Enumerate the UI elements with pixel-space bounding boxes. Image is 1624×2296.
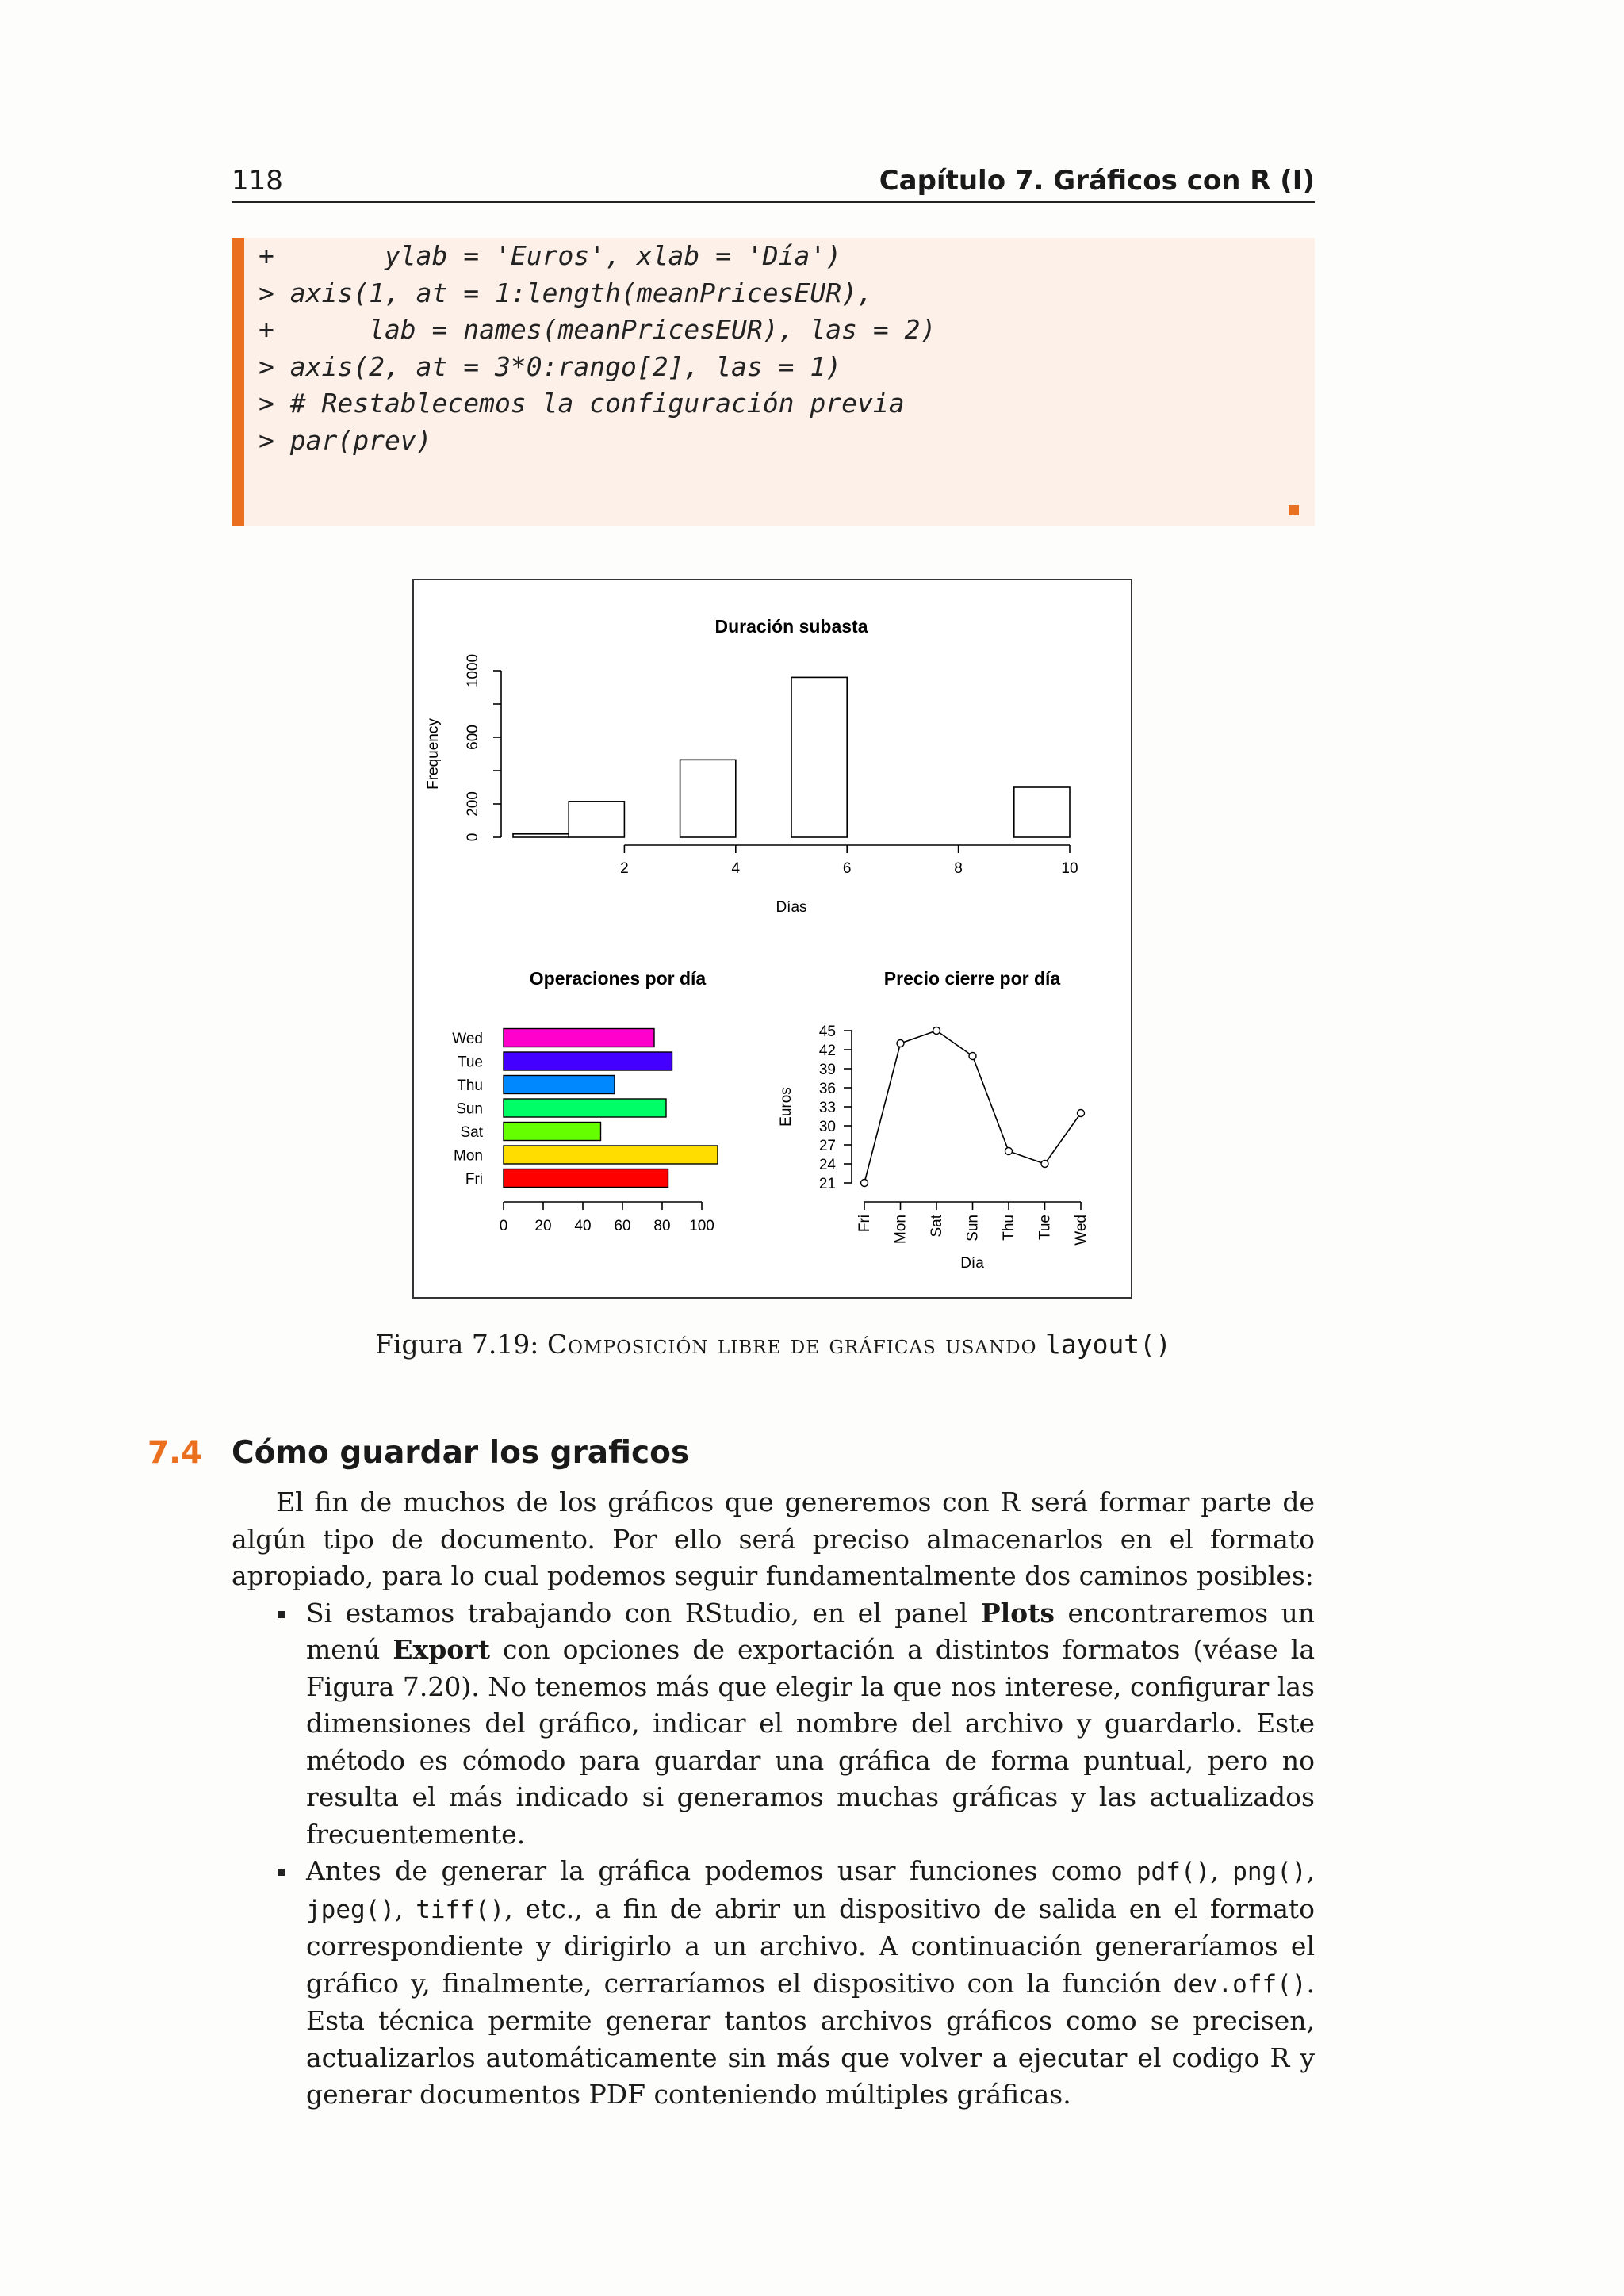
bullet-item-device-functions: Antes de generar la gráfica podemos usar funciones como pdf(), png(), jpeg(), tiff(), etc., a fin de abrir un dispositivo de salida en el formato correspondiente y dirigirlo a un archivo. A continuación generaríamos el gráfico y, finalmente, cerraríamos el dispositivo con la función dev.off(). Esta técnica permite generar tantos archivos gráficos como se precisen, actualizarlos automáticamente sin más que volver a ejecutar el codigo R y generar documentos PDF conteniendo múltiples gráficas.	[232, 1853, 1315, 2114]
code-accent-bar	[232, 238, 244, 526]
line-chart-y-tick-label: 33	[818, 1100, 836, 1116]
line-chart-y-tick-label: 30	[818, 1119, 836, 1135]
figure-frame	[412, 579, 1132, 1299]
barplot-x-tick-label: 40	[574, 1218, 592, 1234]
page-header	[232, 159, 1315, 203]
code-line: > # Restablecemos la configuración previa	[259, 388, 905, 419]
barplot-x-tick-label: 0	[499, 1218, 508, 1234]
line-chart-y-tick-label: 24	[818, 1157, 836, 1173]
bullet-text: Esta técnica permite generar tantos archivos gráficos como se precisen, actualizarlos automáticamente sin más que volver a ejecutar el codigo R y generar documentos PDF conteniendo múltiples gráficas.	[306, 2005, 1315, 2110]
code-line: + ylab = 'Euros', xlab = 'Día')	[259, 240, 842, 271]
histogram-x-tick-label: 8	[954, 860, 963, 877]
line-chart-point	[897, 1040, 904, 1047]
barplot-bar	[504, 1169, 668, 1188]
barplot-category-label: Fri	[465, 1171, 483, 1188]
figure-number: Figura 7.19:	[375, 1329, 539, 1360]
line-chart-point	[1005, 1148, 1013, 1155]
barplot-category-label: Tue	[457, 1054, 483, 1071]
line-chart-y-tick-label: 36	[818, 1081, 836, 1097]
code-line: > axis(2, at = 3*0:rango[2], las = 1)	[259, 350, 842, 382]
bullet-text: con opciones de exportación a distintos formatos (véase la Figura 7.20). No tenemos más que elegir la que nos interese, configurar las dimensiones del gráfico, indicar el nombre del archivo y guardarlo. Este método es cómodo para guardar una gráfica de forma puntual, pero no resulta el más indicado si generamos muchas gráficas y las actualizados frecuentemente.	[306, 1634, 1315, 1850]
histogram-y-tick-label: 200	[465, 791, 481, 817]
code-tiff: tiff()	[416, 1895, 505, 1924]
line-chart-x-tick-label: Thu	[1001, 1215, 1017, 1241]
barplot-x-tick-label: 80	[653, 1218, 671, 1234]
bullet-text: encontraremos un menú	[306, 1597, 1316, 1665]
barplot-title: Operaciones por día	[529, 968, 707, 989]
barplot-bar	[504, 1123, 601, 1141]
histogram-bar	[513, 834, 569, 837]
section-title: Cómo guardar los graficos	[232, 1435, 690, 1471]
line-chart-title: Precio cierre por día	[883, 968, 1061, 989]
histogram-title: Duración subasta	[714, 616, 868, 637]
histogram-bar	[791, 677, 847, 837]
barplot-bar	[504, 1146, 718, 1164]
histogram-x-tick-label: 6	[842, 860, 852, 877]
bold-term-plots: Plots	[980, 1597, 1055, 1628]
section-number: 7.4	[147, 1435, 203, 1471]
barplot-category-label: Mon	[454, 1147, 483, 1165]
line-chart-y-tick-label: 21	[818, 1176, 836, 1192]
bullet-text: etc., a fin de abrir un dispositivo de salida en el formato correspondiente y dirigirlo a un archivo. A continuación generaríamos el gráfico y, finalmente, cerraríamos el dispositivo con la función	[306, 1892, 1315, 1999]
bullet-item-rstudio-export	[232, 1595, 1315, 1854]
histogram-y-label: Frequency	[425, 718, 442, 790]
barplot-bar	[504, 1052, 672, 1070]
line-chart-point	[1041, 1161, 1048, 1168]
histogram-y-tick-label: 1000	[465, 653, 481, 688]
figure-svg	[414, 580, 1134, 1300]
barplot-category-label: Wed	[452, 1031, 483, 1047]
barplot-bar	[504, 1099, 666, 1117]
code-dev-off: dev.off()	[1173, 1969, 1307, 1999]
body-text	[232, 1484, 1315, 2114]
line-chart-y-tick-label: 45	[818, 1024, 836, 1040]
code-block	[232, 238, 1315, 526]
line-chart-point	[861, 1180, 868, 1187]
line-chart-y-tick-label: 39	[818, 1062, 836, 1078]
line-chart-y-tick-label: 27	[818, 1138, 836, 1154]
running-head: Capítulo 7. Gráficos con R (I)	[879, 165, 1315, 197]
end-of-example-marker	[1289, 505, 1299, 515]
barplot-category-label: Thu	[457, 1077, 483, 1094]
histogram-bar	[569, 802, 624, 837]
barplot-category-label: Sun	[456, 1100, 483, 1118]
histogram-bar	[1014, 787, 1070, 837]
histogram-x-tick-label: 4	[731, 860, 741, 877]
line-chart-x-tick-label: Sat	[929, 1215, 945, 1238]
bold-term-export: Export	[393, 1634, 490, 1665]
line-chart-x-tick-label: Tue	[1036, 1215, 1054, 1241]
barplot-x-tick-label: 20	[534, 1218, 552, 1234]
barplot-bar	[504, 1029, 654, 1047]
code-lines	[259, 238, 936, 459]
figure-caption-code: layout()	[1044, 1329, 1171, 1360]
line-chart-point	[1078, 1110, 1085, 1117]
barplot-x-tick-label: 100	[689, 1218, 714, 1234]
line-chart-y-tick-label: 42	[818, 1043, 836, 1059]
barplot-bar	[504, 1076, 615, 1094]
line-chart-y-label: Euros	[778, 1087, 795, 1127]
figure-caption-text: Composición libre de gráficas usando	[546, 1329, 1037, 1360]
histogram-x-tick-label: 10	[1061, 860, 1078, 877]
bullet-text: Si estamos trabajando con RStudio, en el panel	[306, 1597, 968, 1628]
line-chart-x-label: Día	[960, 1255, 984, 1272]
line-chart-x-tick-label: Fri	[856, 1215, 873, 1233]
code-png: png()	[1232, 1858, 1307, 1886]
histogram-x-tick-label: 2	[620, 860, 629, 877]
line-chart-point	[969, 1053, 976, 1060]
bullet-text: Antes de generar la gráfica podemos usar funciones como	[306, 1855, 1123, 1886]
bullet-list	[232, 1595, 1315, 2114]
histogram-bar	[680, 760, 736, 837]
figure-caption	[232, 1329, 1315, 1360]
line-chart-point	[933, 1027, 940, 1035]
page-number: 118	[232, 165, 283, 197]
histogram-y-tick-label: 600	[465, 725, 481, 750]
code-line: > par(prev)	[259, 424, 432, 456]
code-jpeg: jpeg()	[306, 1895, 395, 1924]
line-chart-x-tick-label: Wed	[1073, 1215, 1090, 1246]
line-chart-x-tick-label: Mon	[892, 1215, 910, 1244]
paragraph: El fin de muchos de los gráficos que generemos con R será formar parte de algún tipo de documento. Por ello será preciso almacenarlos en el formato apropiado, para lo cual podemos seguir fundamentalmente dos caminos posibles:	[232, 1487, 1315, 1591]
code-line: > axis(1, at = 1:length(meanPricesEUR),	[259, 277, 873, 308]
barplot-x-tick-label: 60	[614, 1218, 631, 1234]
histogram-y-tick-label: 0	[465, 832, 481, 842]
line-chart-x-tick-label: Sun	[964, 1215, 982, 1242]
barplot-category-label: Sat	[460, 1124, 483, 1141]
code-pdf: pdf()	[1136, 1858, 1211, 1886]
code-line: + lab = names(meanPricesEUR), las = 2)	[259, 314, 936, 345]
section-heading	[147, 1435, 689, 1471]
histogram-x-label: Días	[776, 899, 807, 916]
